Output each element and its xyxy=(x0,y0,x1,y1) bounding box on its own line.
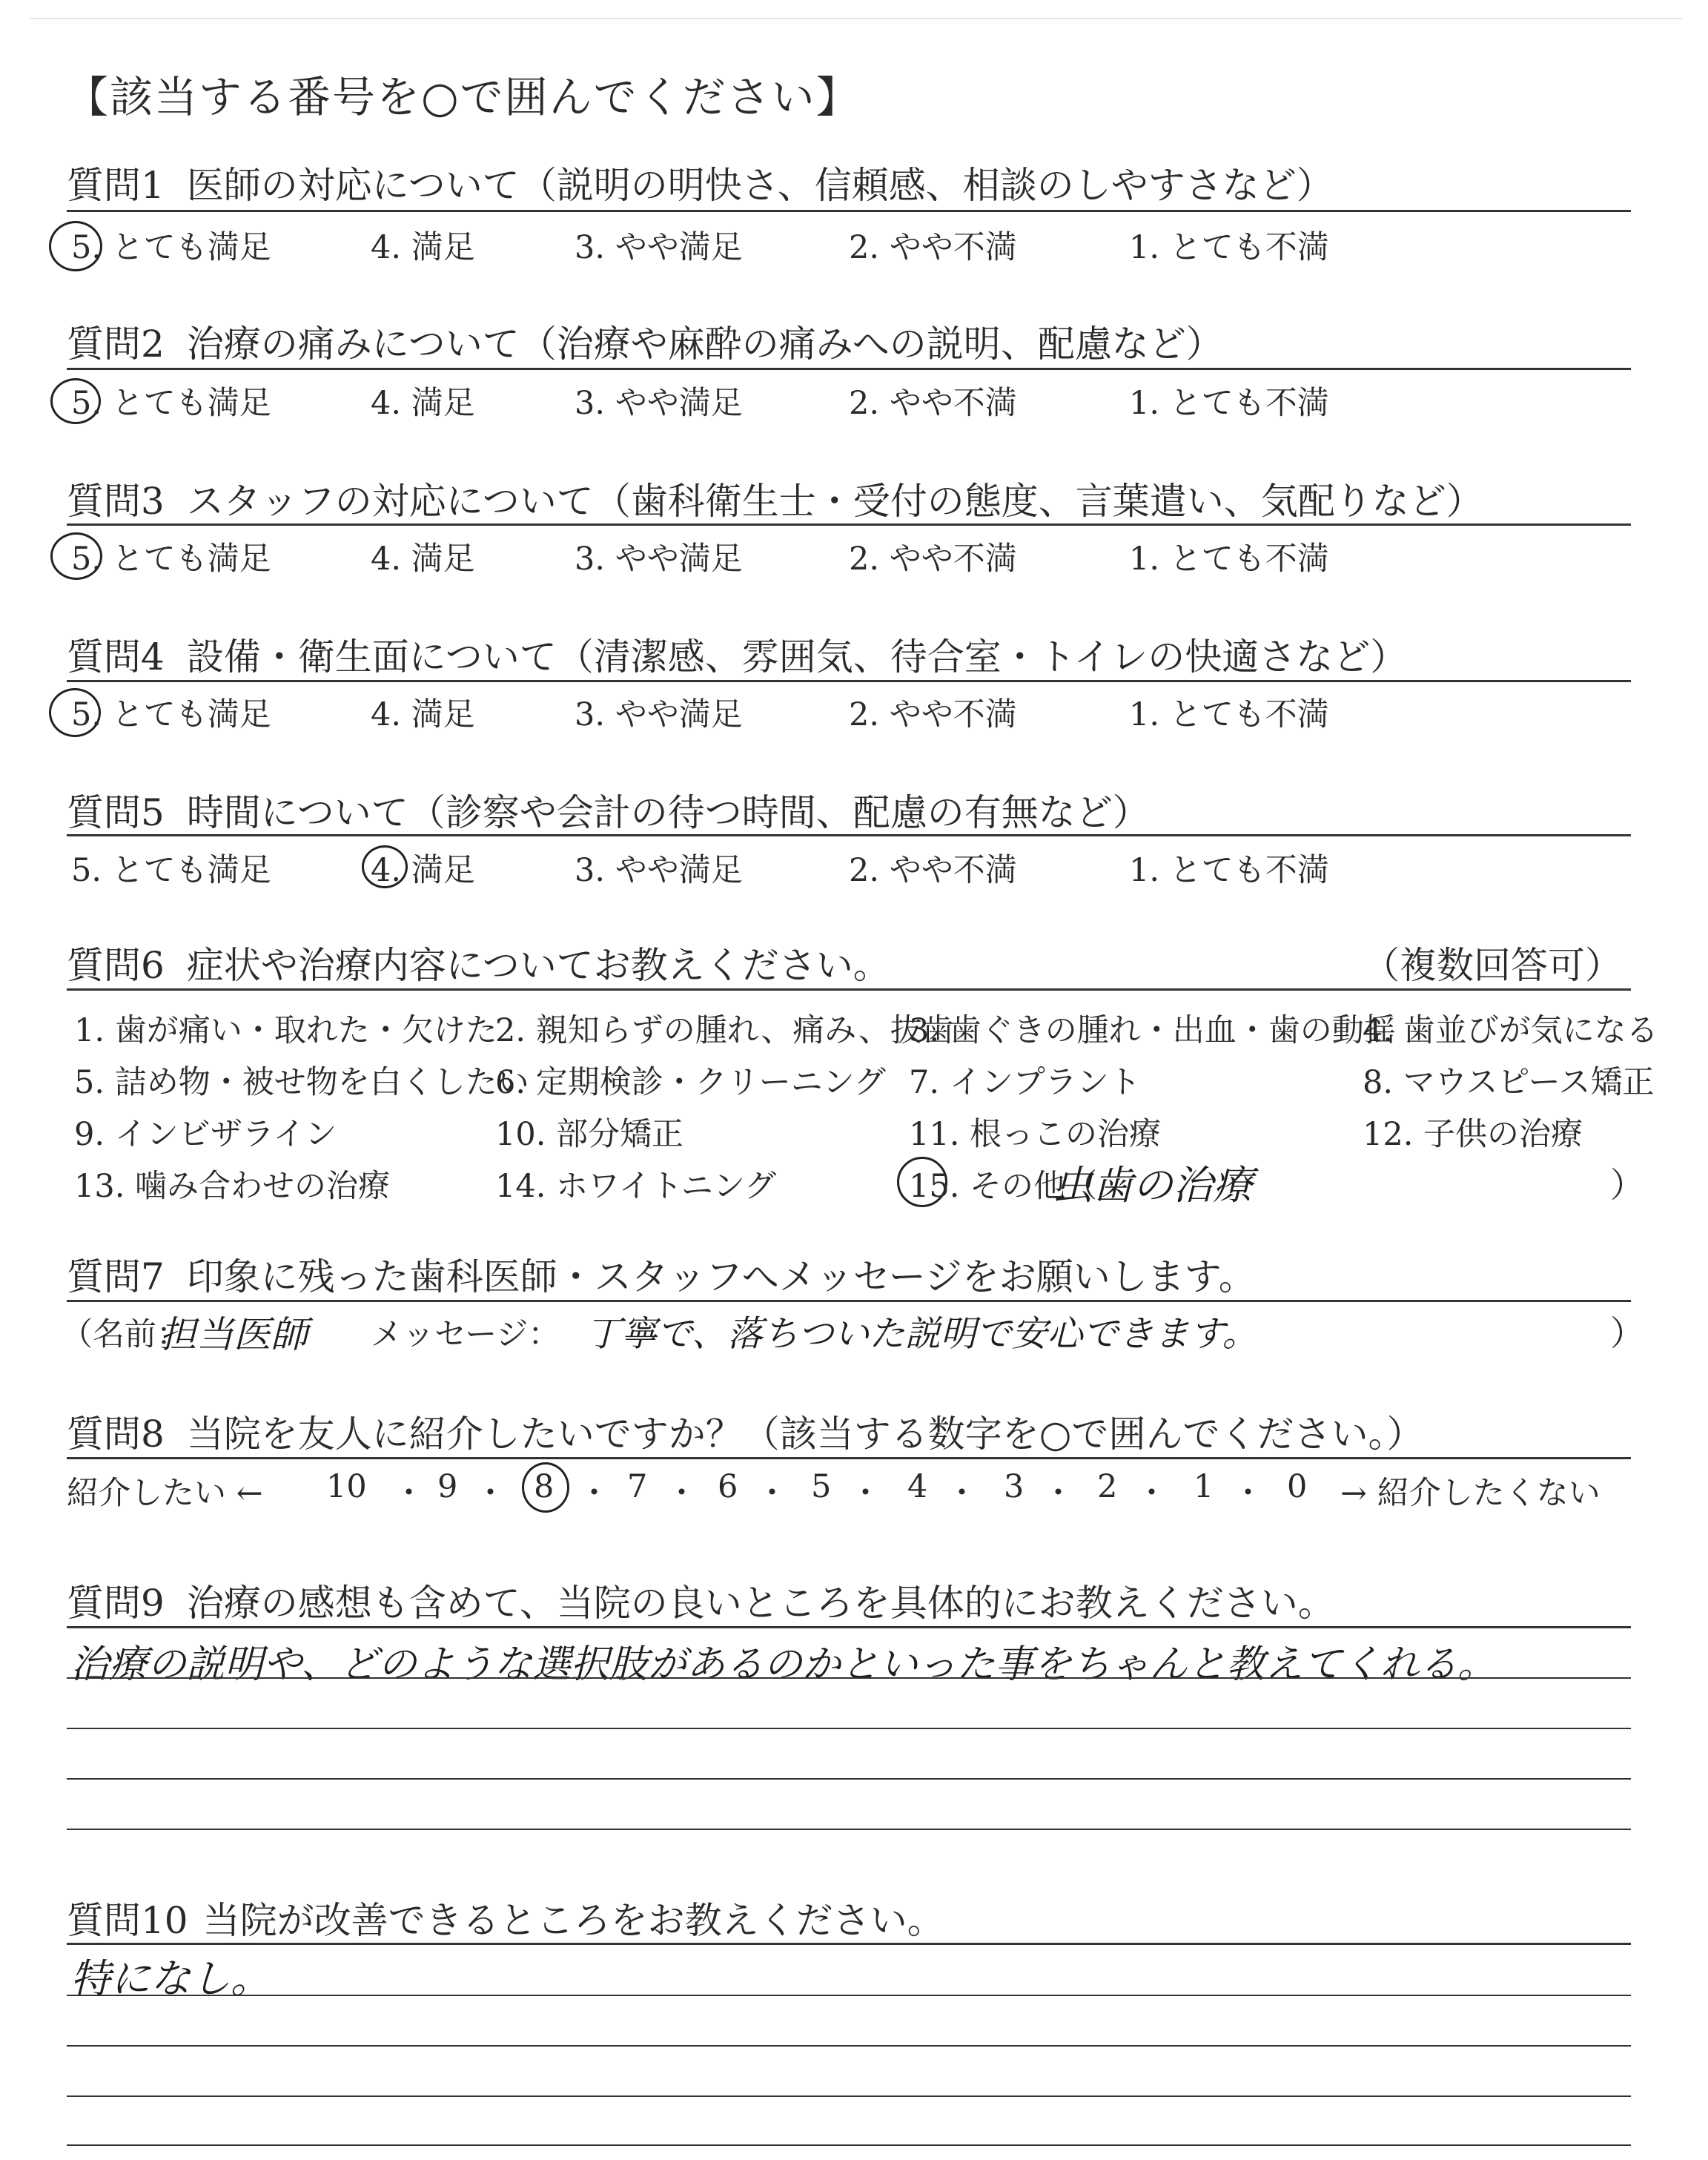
q9-line-1 xyxy=(67,1626,1631,1628)
q1-label: 質問1 xyxy=(67,164,165,207)
q4-option-5[interactable]: 5. とても満足 xyxy=(71,696,271,733)
q8-left-label: 紹介したい ← xyxy=(67,1475,263,1512)
q1-underline xyxy=(67,210,1631,212)
q6-label: 質問6 xyxy=(67,944,165,987)
q5-option-2[interactable]: 2. やや不満 xyxy=(849,852,1017,889)
q5-heading xyxy=(67,783,1150,836)
q7-message-label: メッセージ： xyxy=(371,1316,560,1353)
q6-option-1[interactable]: 1. 歯が痛い・取れた・欠けた xyxy=(74,1012,497,1049)
q4-option-1[interactable]: 1. とても不満 xyxy=(1129,696,1329,733)
q6-text: 症状や治療内容についてお教えください。 xyxy=(186,944,890,987)
q3-option-4[interactable]: 4. 満足 xyxy=(371,541,475,578)
q8-right-label: → 紹介したくない xyxy=(1340,1475,1601,1512)
q9-heading xyxy=(67,1573,1335,1627)
q8-separator: ・ xyxy=(1136,1475,1168,1512)
q7-underline xyxy=(67,1300,1631,1302)
q8-scale-9[interactable]: 9 xyxy=(437,1468,458,1505)
q6-heading xyxy=(67,936,890,989)
q6-option-13[interactable]: 13. 噛み合わせの治療 xyxy=(74,1168,391,1205)
q6-option-15[interactable]: 15. その他（ xyxy=(909,1168,1098,1205)
q4-option-3[interactable]: 3. やや満足 xyxy=(575,696,743,733)
q10-line-4 xyxy=(67,2095,1631,2097)
q3-option-5[interactable]: 5. とても満足 xyxy=(71,541,271,578)
q5-option-5[interactable]: 5. とても満足 xyxy=(71,852,271,889)
q8-separator: ・ xyxy=(850,1475,881,1512)
q9-line-3 xyxy=(67,1728,1631,1729)
q2-option-3[interactable]: 3. やや満足 xyxy=(575,385,743,422)
q10-line-2 xyxy=(67,1995,1631,1996)
q2-option-5[interactable]: 5. とても満足 xyxy=(71,385,271,422)
q6-option-14[interactable]: 14. ホワイトニング xyxy=(495,1168,777,1205)
q5-option-3[interactable]: 3. やや満足 xyxy=(575,852,743,889)
q3-label: 質問3 xyxy=(67,480,165,523)
q4-label: 質問4 xyxy=(67,635,165,678)
q8-separator: ・ xyxy=(578,1475,610,1512)
q7-heading xyxy=(67,1247,1256,1301)
q2-underline xyxy=(67,368,1631,370)
q7-name-label: （名前： xyxy=(61,1316,188,1353)
q1-option-3[interactable]: 3. やや満足 xyxy=(575,229,743,266)
scan-edge-line xyxy=(30,18,1683,19)
q8-scale-3[interactable]: 3 xyxy=(1004,1468,1025,1505)
q8-heading xyxy=(67,1404,1423,1458)
q6-option-9[interactable]: 9. インビザライン xyxy=(74,1116,337,1153)
q6-option-3[interactable]: 3. 歯ぐきの腫れ・出血・歯の動揺 xyxy=(909,1012,1396,1049)
q8-scale-1[interactable]: 1 xyxy=(1194,1468,1214,1505)
q9-answer-handwritten[interactable]: 治療の説明や、どのような選択肢があるのかといった事をちゃんと教えてくれる。 xyxy=(70,1642,1496,1687)
q9-label: 質問9 xyxy=(67,1582,165,1625)
q2-label: 質問2 xyxy=(67,323,165,366)
q4-text: 設備・衛生面について（清潔感、雰囲気、待合室・トイレの快適さなど） xyxy=(186,635,1408,678)
q4-option-2[interactable]: 2. やや不満 xyxy=(849,696,1017,733)
q7-label: 質問7 xyxy=(67,1255,165,1298)
q8-scale-4[interactable]: 4 xyxy=(907,1468,928,1505)
q1-option-2[interactable]: 2. やや不満 xyxy=(849,229,1017,266)
q8-scale-6[interactable]: 6 xyxy=(718,1468,738,1505)
q1-option-1[interactable]: 1. とても不満 xyxy=(1129,229,1329,266)
q6-option-4[interactable]: 4. 歯並びが気になる xyxy=(1363,1012,1658,1049)
q6-option-5[interactable]: 5. 詰め物・被せ物を白くしたい xyxy=(74,1064,529,1101)
q8-separator: ・ xyxy=(393,1475,425,1512)
q10-text: 当院が改善できるところをお教えください。 xyxy=(202,1899,944,1942)
q4-underline xyxy=(67,680,1631,682)
q8-separator: ・ xyxy=(1042,1475,1074,1512)
q1-option-4[interactable]: 4. 満足 xyxy=(371,229,475,266)
q6-option-8[interactable]: 8. マウスピース矯正 xyxy=(1363,1064,1655,1101)
q6-note: （複数回答可） xyxy=(1363,944,1622,987)
q5-option-1[interactable]: 1. とても不満 xyxy=(1129,852,1329,889)
q3-heading xyxy=(67,472,1483,525)
q7-close-paren: ） xyxy=(1610,1313,1644,1353)
q3-option-2[interactable]: 2. やや不満 xyxy=(849,541,1017,578)
q7-name-handwritten[interactable]: 担当医師 xyxy=(159,1313,308,1356)
q8-separator: ・ xyxy=(666,1475,698,1512)
q2-heading xyxy=(67,314,1223,368)
q7-text: 印象に残った歯科医師・スタッフへメッセージをお願いします。 xyxy=(186,1255,1256,1298)
q6-close-paren: ） xyxy=(1610,1165,1644,1205)
q3-underline xyxy=(67,524,1631,526)
q8-underline xyxy=(67,1457,1631,1459)
q1-text: 医師の対応について（説明の明快さ、信頼感、相談のしやすさなど） xyxy=(186,164,1334,207)
q5-option-4[interactable]: 4. 満足 xyxy=(371,852,475,889)
q6-option-10[interactable]: 10. 部分矯正 xyxy=(495,1116,684,1153)
q8-separator: ・ xyxy=(1232,1475,1264,1512)
q10-line-5 xyxy=(67,2144,1631,2146)
q8-label: 質問8 xyxy=(67,1413,165,1456)
q5-text: 時間について（診察や会計の待つ時間、配慮の有無など） xyxy=(186,791,1150,834)
q2-option-1[interactable]: 1. とても不満 xyxy=(1129,385,1329,422)
q6-option-7[interactable]: 7. インプラント xyxy=(909,1064,1141,1101)
q10-answer-handwritten[interactable]: 特になし。 xyxy=(70,1955,271,2002)
q9-line-2 xyxy=(67,1677,1631,1679)
q6-other-handwritten[interactable]: 虫歯の治療 xyxy=(1053,1162,1253,1209)
q9-text: 治療の感想も含めて、当院の良いところを具体的にお教えください。 xyxy=(186,1582,1335,1625)
q9-line-4 xyxy=(67,1778,1631,1780)
q8-scale-5[interactable]: 5 xyxy=(811,1468,832,1505)
q8-scale-10[interactable]: 10 xyxy=(326,1468,367,1505)
q8-scale-7[interactable]: 7 xyxy=(627,1468,648,1505)
q8-separator: ・ xyxy=(946,1475,978,1512)
q4-option-4[interactable]: 4. 満足 xyxy=(371,696,475,733)
q2-option-4[interactable]: 4. 満足 xyxy=(371,385,475,422)
q8-text: 当院を友人に紹介したいですか？（該当する数字を○で囲んでください。） xyxy=(186,1413,1424,1456)
q3-option-1[interactable]: 1. とても不満 xyxy=(1129,541,1329,578)
q6-option-2[interactable]: 2. 親知らずの腫れ、痛み、抜歯 xyxy=(495,1012,954,1049)
q8-scale-0[interactable]: 0 xyxy=(1287,1468,1308,1505)
q7-message-handwritten[interactable]: 丁寧で、落ちついた説明で安心できます。 xyxy=(586,1313,1258,1355)
q8-separator: ・ xyxy=(756,1475,788,1512)
q5-label: 質問5 xyxy=(67,791,165,834)
q6-underline xyxy=(67,988,1631,991)
q2-text: 治療の痛みについて（治療や麻酔の痛みへの説明、配慮など） xyxy=(186,323,1223,366)
q1-option-5[interactable]: 5. とても満足 xyxy=(71,229,271,266)
q8-scale-8[interactable]: 8 xyxy=(534,1468,555,1505)
q8-scale-2[interactable]: 2 xyxy=(1097,1468,1118,1505)
q4-heading xyxy=(67,627,1407,681)
q3-option-3[interactable]: 3. やや満足 xyxy=(575,541,743,578)
q6-option-12[interactable]: 12. 子供の治療 xyxy=(1363,1116,1583,1153)
q5-underline xyxy=(67,834,1631,836)
q9-line-5 xyxy=(67,1829,1631,1830)
q10-line-3 xyxy=(67,2045,1631,2047)
q10-label: 質問10 xyxy=(67,1899,188,1942)
q2-option-2[interactable]: 2. やや不満 xyxy=(849,385,1017,422)
q6-option-11[interactable]: 11. 根っこの治療 xyxy=(909,1116,1162,1153)
q6-option-6[interactable]: 6. 定期検診・クリーニング xyxy=(495,1064,886,1101)
form-title: 【該当する番号を○で囲んでください】 xyxy=(65,72,861,122)
q10-heading xyxy=(67,1891,944,1944)
q1-heading xyxy=(67,156,1334,209)
q10-line-1 xyxy=(67,1943,1631,1945)
q3-text: スタッフの対応について（歯科衛生士・受付の態度、言葉遣い、気配りなど） xyxy=(186,480,1483,523)
q8-separator: ・ xyxy=(474,1475,506,1512)
